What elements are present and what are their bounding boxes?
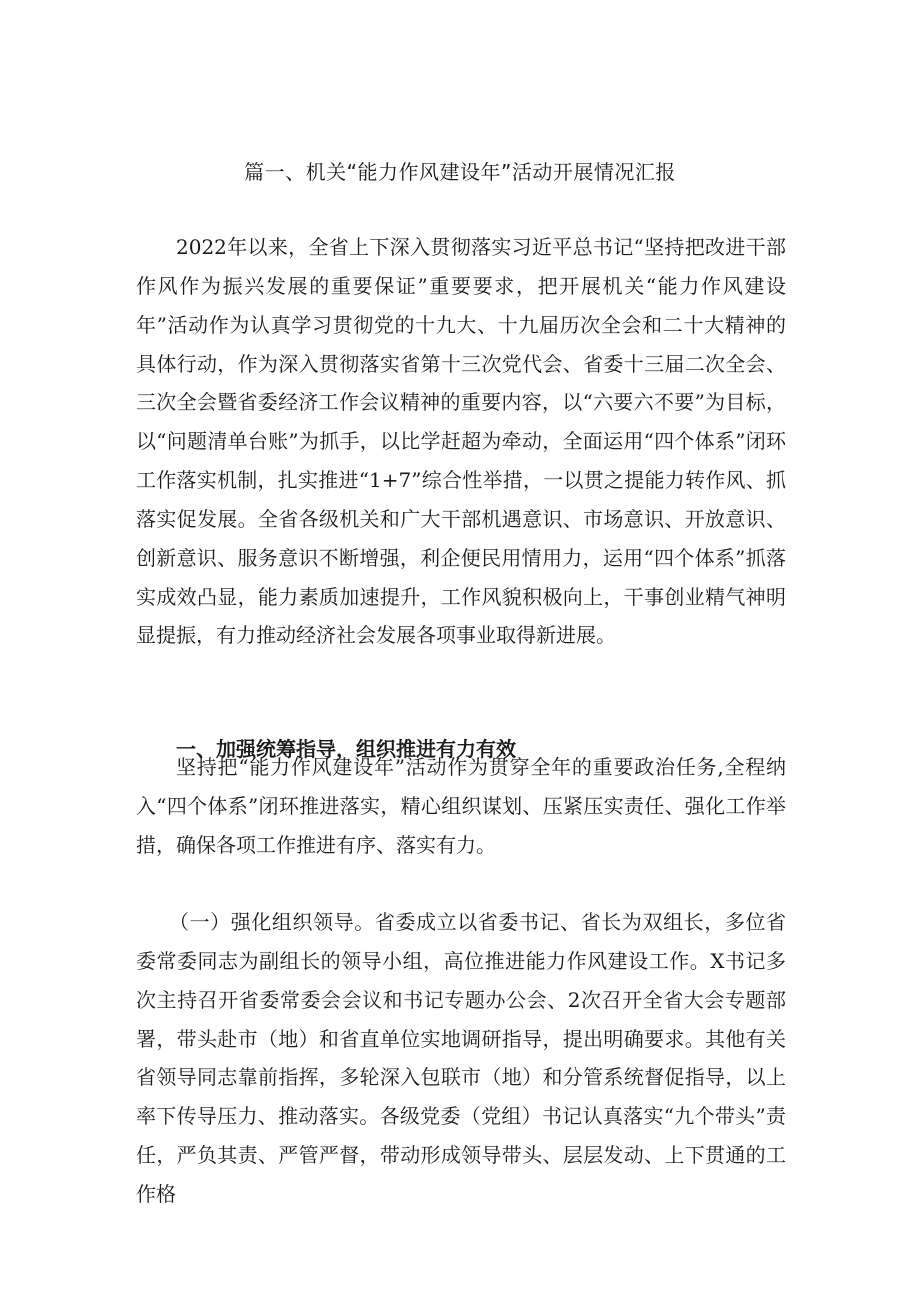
section-one-intro-paragraph: 坚持把“能力作风建设年”活动作为贯穿全年的重要政治任务,全程纳入“四个体系”闭环推进落实，精心组织谋划、压紧压实责任、强化工作举措，确保各项工作推进有序、落实有力。 (136, 755, 786, 857)
document-title: 篇一、机关“能力作风建设年”活动开展情况汇报 (244, 160, 676, 184)
subsection-one-paragraph: （一）强化组织领导。省委成立以省委书记、省长为双组长，多位省委常委同志为副组长的领导小组，高位推进能力作风建设工作。X书记多次主持召开省委常委会会议和书记专题办公会、2次召开全省大会专题部署，带头赴市（地）和省直单位实地调研指导，提出明确要求。其他有关省领导同志靠前指挥，多轮深入包联市（地）和分管系统督促指导，以上率下传导压力、推动落实。各级党委（党组）书记认真落实“九个带头”责任，严负其责、严管严督，带动形成领导带头、层层发动、上下贯通的工作格 (136, 910, 786, 1206)
section-one-heading: 一、加强统筹指导，组织推进有力有效 (176, 737, 516, 761)
intro-paragraph: 2022年以来，全省上下深入贯彻落实习近平总书记“坚持把改进干部作风作为振兴发展的重要保证”重要要求，把开展机关“能力作风建设年”活动作为认真学习贯彻党的十九大、十九届历次全会和二十大精神的具体行动，作为深入贯彻落实省第十三次党代会、省委十三届二次全会、三次全会暨省委经济工作会议精神的重要内容，以“六要六不要”为目标，以“问题清单台账”为抓手，以比学赶超为牵动，全面运用“四个体系”闭环工作落实机制，扎实推进“1+7”综合性举措，一以贯之提能力转作风、抓落实促发展。全省各级机关和广大干部机遇意识、市场意识、开放意识、创新意识、服务意识不断增强，利企便民用情用力，运用“四个体系”抓落实成效凸显，能力素质加速提升，工作风貌积极向上，干事创业精气神明显提振，有力推动经济社会发展各项事业取得新进展。 (136, 235, 786, 648)
